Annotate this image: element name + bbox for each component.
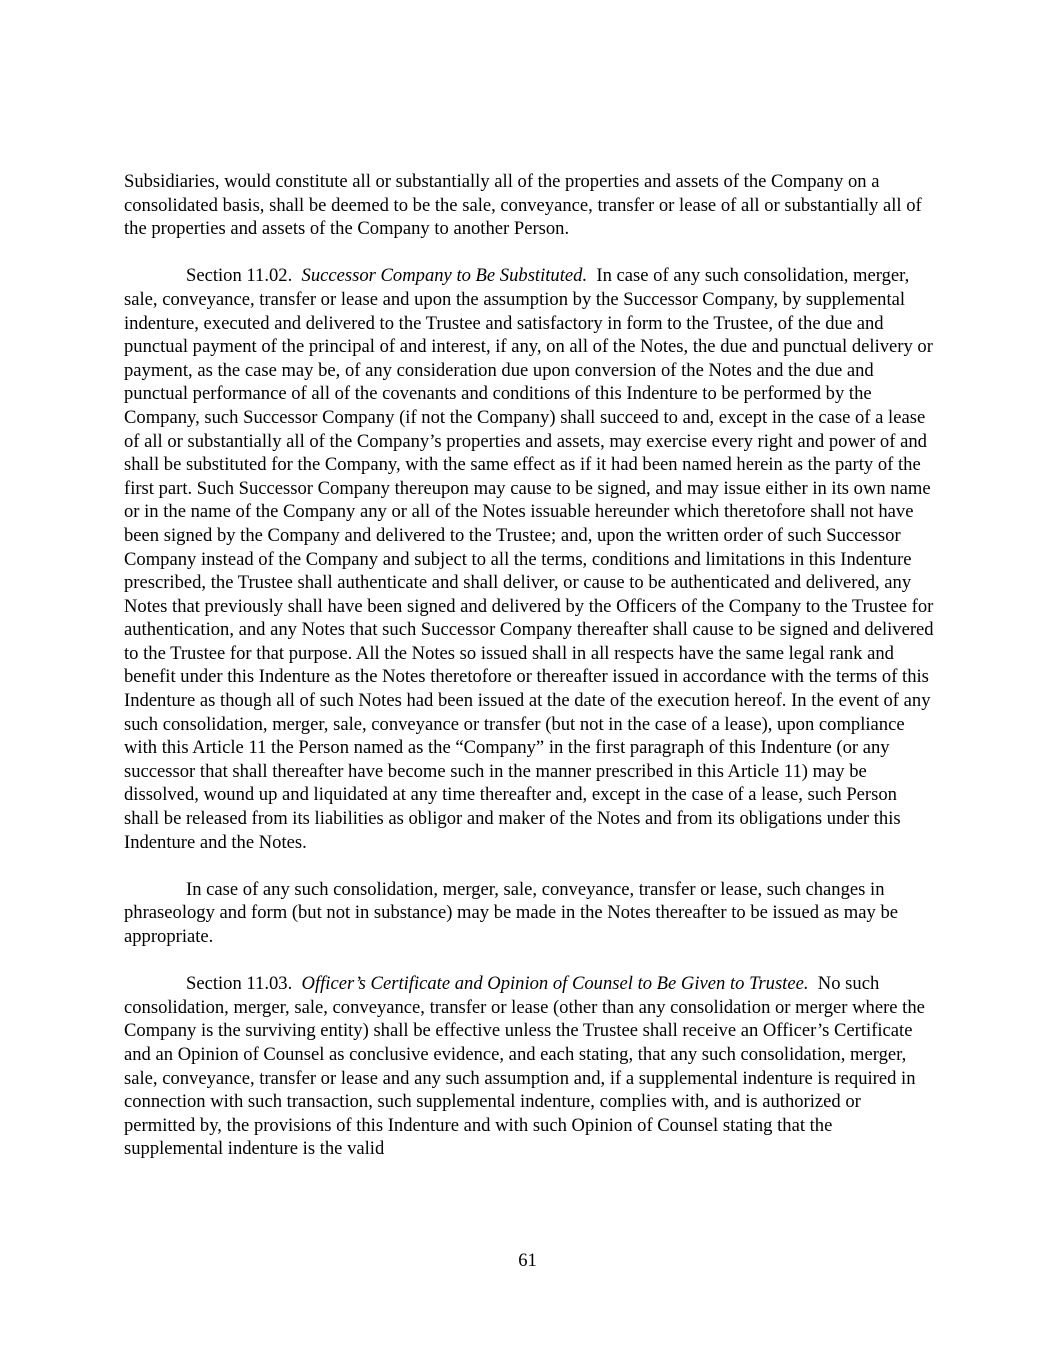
- section-number: Section 11.02.: [186, 265, 293, 287]
- paragraph-text: In case of any such consolidation, merger, sale, conveyance, transfer or lease, such changes in phraseology and form (but not in substance) may be made in the Notes thereafter to be issued as may be appropriate.: [124, 878, 898, 947]
- paragraph-text: In case of any such consolidation, merger, sale, conveyance, transfer or lease and upon the assumption by the Successor Company, by supplemental indenture, executed and delivered to the Trustee and satisfactory in form to the Trustee, of the due and punctual payment of the principal of and interest, if any, on all of the Notes, the due and punctual delivery or payment, as the case may be, of any consideration due upon conversion of the Notes and the due and punctual performance of all of the covenants and conditions of this Indenture to be performed by the Company, such Successor Company (if not the Company) shall succeed to and, except in the case of a lease of all or substantially all of the Company’s properties and assets, may exercise every right and power of and shall be substituted for the Company, with the same effect as if it had been named herein as the party of the first part. Such Successor Company thereupon may cause to be signed, and may issue either in its own name or in the name of the Company any or all of the Notes issuable hereunder which theretofore shall not have been signed by the Company and delivered to the Trustee; and, upon the written order of such Successor Company instead of the Company and subject to all the terms, conditions and limitations in this Indenture prescribed, the Trustee shall authenticate and shall deliver, or cause to be authenticated and delivered, any Notes that previously shall have been signed and delivered by the Officers of the Company to the Trustee for authentication, and any Notes that such Successor Company thereafter shall cause to be signed and delivered to the Trustee for that purpose. All the Notes so issued shall in all respects have the same legal rank and benefit under this Indenture as the Notes theretofore or thereafter issued in accordance with the terms of this Indenture as though all of such Notes had been issued at the date of the execution hereof. In the event of any such consolidation, merger, sale, conveyance or transfer (but not in the case of a lease), upon compliance with this Article 11 the Person named as the “Company” in the first paragraph of this Indenture (or any successor that shall thereafter have become such in the manner prescribed in this Article 11) may be dissolved, wound up and liquidated at any time thereafter and, except in the case of a lease, such Person shall be released from its liabilities as obligor and maker of the Notes and from its obligations under this Indenture and the Notes.: [124, 265, 934, 853]
- section-number: Section 11.03.: [186, 973, 293, 995]
- section-title: Successor Company to Be Substituted.: [301, 265, 588, 287]
- section-title: Officer’s Certificate and Opinion of Counsel to Be Given to Trustee.: [301, 973, 809, 995]
- paragraph-text: Subsidiaries, would constitute all or substantially all of the properties and assets of the Company on a consolidated basis, shall be deemed to be the sale, conveyance, transfer or lease of all or substantially all of the properties and assets of the Company to another Person.: [124, 171, 922, 240]
- paragraph-phraseology: [124, 878, 934, 949]
- paragraph-continuation: [124, 170, 934, 241]
- document-body: [124, 170, 934, 1185]
- section-11-03-paragraph: [124, 972, 934, 1161]
- paragraph-text: No such consolidation, merger, sale, conveyance, transfer or lease (other than any consolidation or merger where the Company is the surviving entity) shall be effective unless the Trustee shall receive an Officer’s Certificate and an Opinion of Counsel as conclusive evidence, and each stating, that any such consolidation, merger, sale, conveyance, transfer or lease and any such assumption and, if a supplemental indenture is required in connection with such transaction, such supplemental indenture, complies with, and is authorized or permitted by, the provisions of this Indenture and with such Opinion of Counsel stating that the supplemental indenture is the valid: [124, 973, 925, 1160]
- page-number: 61: [518, 1250, 537, 1271]
- section-11-02-paragraph: [124, 264, 934, 854]
